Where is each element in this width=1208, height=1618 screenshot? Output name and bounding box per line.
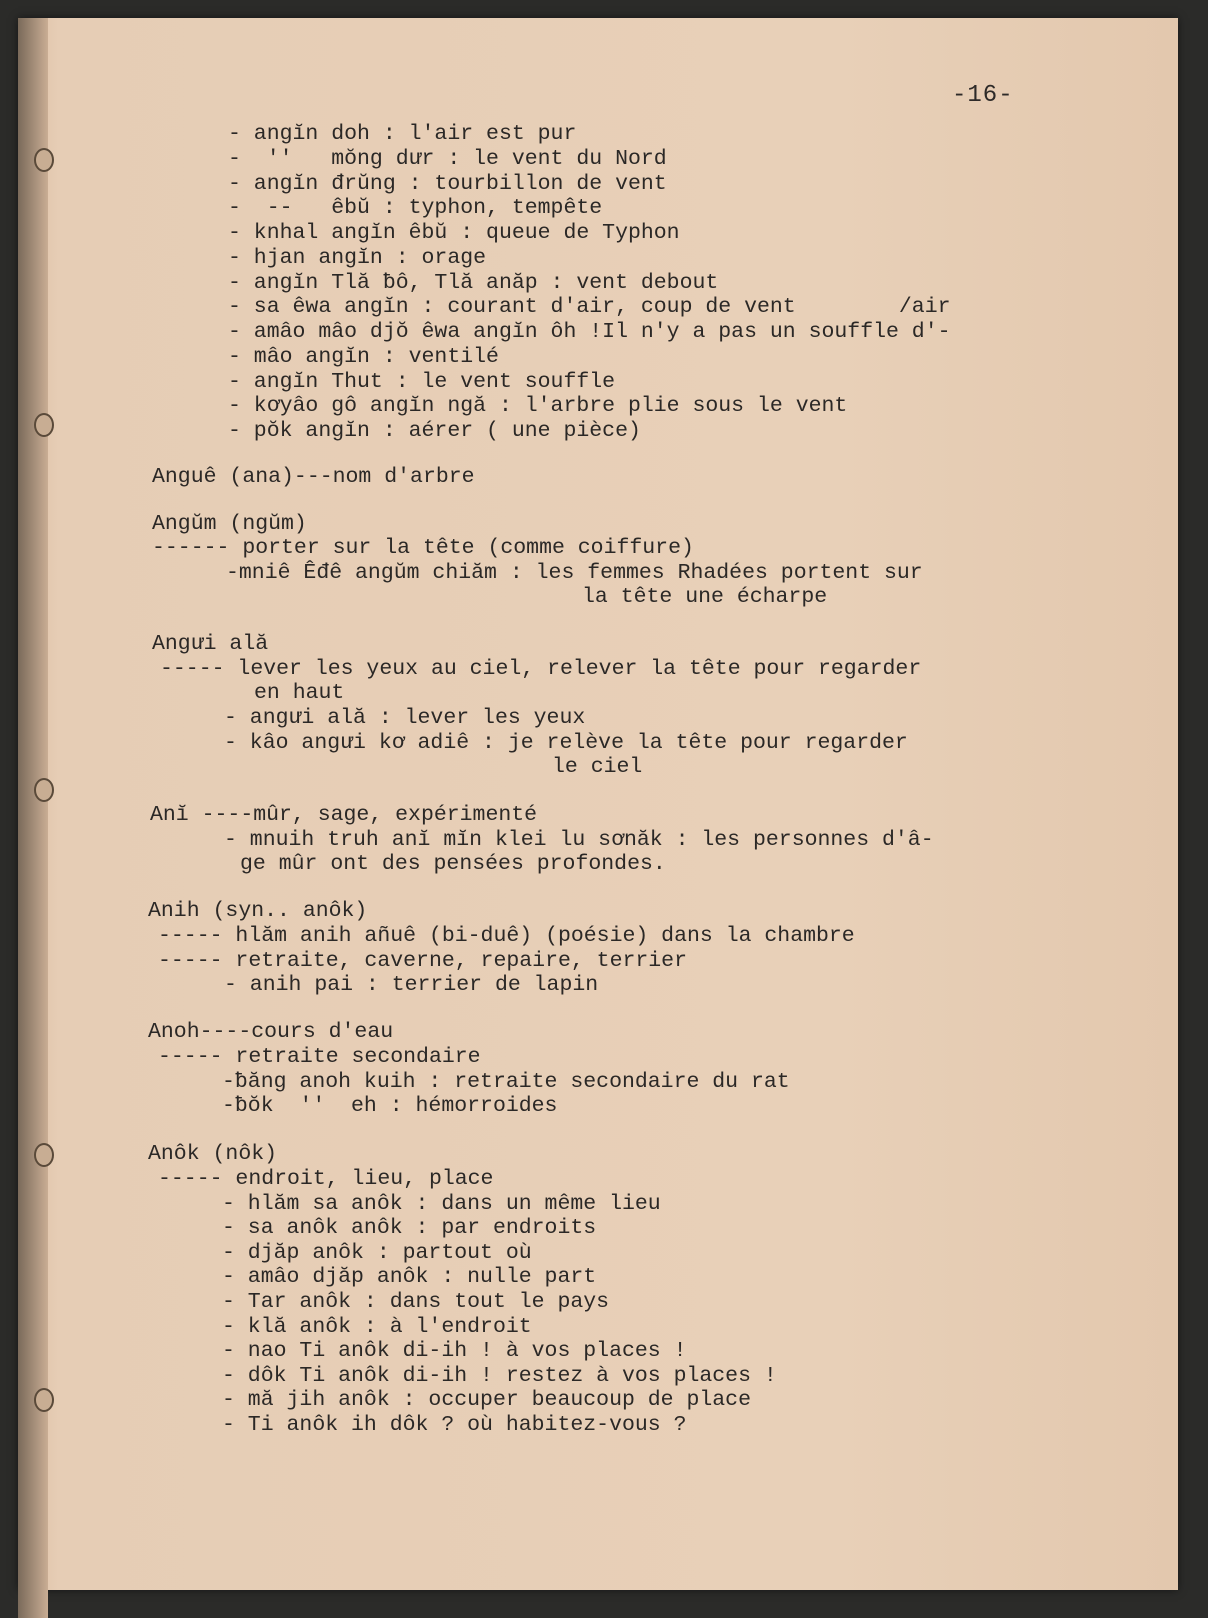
text-line: - klă anôk : à l'endroit <box>222 1315 532 1339</box>
text-line: ------ porter sur la tête (comme coiffure) <box>152 536 694 560</box>
entry-headword: Anih (syn.. anôk) <box>148 899 368 923</box>
text-line: ----- hlăm anih añuê (bi-duê) (poésie) dans la chambre <box>158 924 855 948</box>
text-line: -ƀŏk '' eh : hémorroides <box>222 1094 558 1118</box>
text-line: - hjan angĭn : orage <box>228 246 487 270</box>
text-line: - knhal angĭn êbŭ : queue de Typhon <box>228 221 680 245</box>
text-line: - Ti anôk ih dôk ? où habitez-vous ? <box>222 1413 687 1437</box>
text-line: - angĭn Thut : le vent souffle <box>228 370 616 394</box>
text-line: - mnuih truh anĭ mĭn klei lu sơnăk : les personnes d'â- <box>224 828 934 852</box>
typed-page <box>18 18 1178 1590</box>
text-line: - -- êbŭ : typhon, tempête <box>228 196 603 220</box>
text-line: ----- retraite secondaire <box>158 1045 481 1069</box>
text-line: - dôk Ti anôk di-ih ! restez à vos places ! <box>222 1364 777 1388</box>
text-line: - '' mŏng dưr : le vent du Nord <box>228 147 667 171</box>
text-line: - angĭn Tlă ƀô, Tlă anăp : vent debout <box>228 271 719 295</box>
text-line: ----- retraite, caverne, repaire, terrier <box>158 949 687 973</box>
text-line: - angĭn đrŭng : tourbillon de vent <box>228 172 667 196</box>
entry-headword: Angưi ală <box>152 632 269 656</box>
text-line: le ciel <box>552 755 643 779</box>
dictionary-text <box>18 18 951 1437</box>
entry-headword: Anguê (ana)---nom d'arbre <box>152 465 475 489</box>
text-line: -mniê Êđê angŭm chiăm : les femmes Rhadées portent sur <box>226 561 923 585</box>
text-line: - mâo angĭn : ventilé <box>228 345 499 369</box>
text-line: - pŏk angĭn : aérer ( une pièce) <box>228 419 641 443</box>
text-line: la tête une écharpe <box>582 585 828 609</box>
text-line: - anih pai : terrier de lapin <box>224 973 599 997</box>
text-line: - amâo mâo djŏ êwa angĭn ôh !Il n'y a pas un souffle d'- <box>228 320 951 344</box>
page-number: -16- <box>952 82 1014 109</box>
text-line: ge mûr ont des pensées profondes. <box>240 852 666 876</box>
entry-headword: Angŭm (ngŭm) <box>152 512 307 536</box>
text-line: - sa anôk anôk : par endroits <box>222 1216 597 1240</box>
text-line: - kơyâo gô angĭn ngă : l'arbre plie sous le vent <box>228 394 848 418</box>
text-line: en haut <box>254 681 345 705</box>
text-line: -ƀăng anoh kuih : retraite secondaire du rat <box>222 1070 790 1094</box>
text-line: ----- lever les yeux au ciel, relever la tête pour regarder <box>160 657 922 681</box>
text-line: - angĭn doh : l'air est pur <box>228 122 577 146</box>
text-line: - djăp anôk : partout où <box>222 1241 532 1265</box>
text-line: - angưi ală : lever les yeux <box>224 706 586 730</box>
text-line: - nao Ti anôk di-ih ! à vos places ! <box>222 1339 687 1363</box>
text-line: - Tar anôk : dans tout le pays <box>222 1290 610 1314</box>
text-line: ----- endroit, lieu, place <box>158 1167 494 1191</box>
entry-headword: Anôk (nôk) <box>148 1142 278 1166</box>
text-line: - kâo angưi kơ adiê : je relève la tête pour regarder <box>224 731 908 755</box>
text-line: - sa êwa angĭn : courant d'air, coup de vent /air <box>228 295 951 319</box>
text-line: - amâo djăp anôk : nulle part <box>222 1265 597 1289</box>
text-line: - hlăm sa anôk : dans un même lieu <box>222 1192 661 1216</box>
entry-headword: Anoh----cours d'eau <box>148 1020 394 1044</box>
entry-headword: Anĭ ----mûr, sage, expérimenté <box>150 803 538 827</box>
text-line: - mă jih anôk : occuper beaucoup de place <box>222 1388 751 1412</box>
